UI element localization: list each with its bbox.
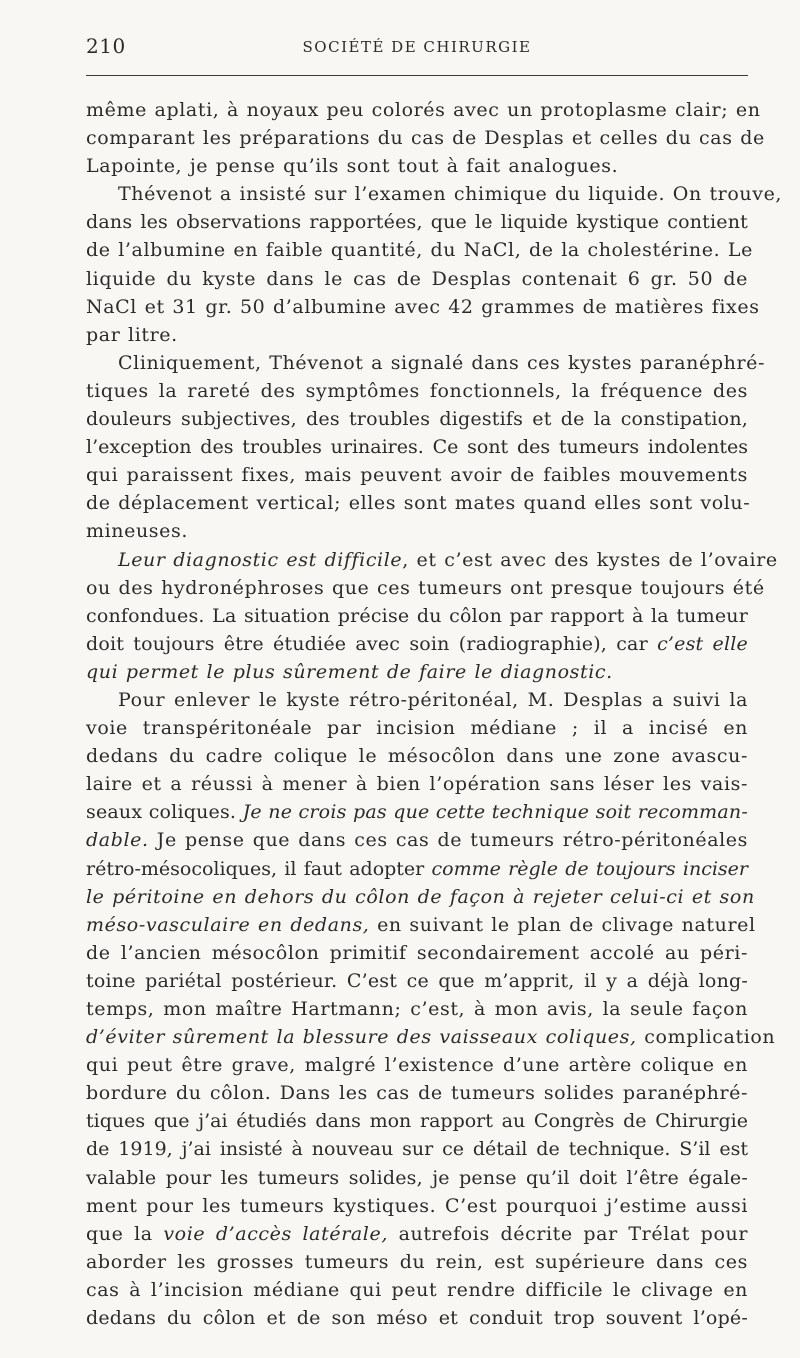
- italic-phrase: c’est elle: [657, 632, 748, 655]
- text-line: douleurs subjectives, des troubles digestifs et de la constipation,: [86, 408, 748, 431]
- text-line: aborder les grosses tumeurs du rein, est supérieure dans ces: [86, 1250, 748, 1273]
- text-line: confondues. La situation précise du côlon par rapport à la tumeur: [86, 604, 748, 627]
- text-line: Cliniquement, Thévenot a signalé dans ces kystes paranéphré-: [118, 351, 766, 374]
- text-line: de 1919, j’ai insisté à nouveau sur ce détail de technique. S’il est: [86, 1138, 748, 1161]
- text-line: tiques que j’ai étudiés dans mon rapport au Congrès de Chirurgie: [86, 1110, 748, 1133]
- text-line: [86, 546, 778, 574]
- body-text: [86, 96, 783, 1332]
- text-segment: autrefois décrite par Trélat pour: [387, 1222, 749, 1245]
- text-line: même aplati, à noyaux peu colorés avec un protoplasme clair; en: [86, 99, 761, 121]
- italic-phrase: méso-vasculaire en dedans,: [86, 913, 370, 936]
- text-line: ment pour les tumeurs kystiques. C’est pourquoi j’estime aussi: [86, 1194, 748, 1217]
- header-rule: [86, 75, 748, 76]
- italic-phrase: Je ne crois pas que cette technique soit recomman-: [242, 801, 748, 824]
- text-line: bordure du côlon. Dans les cas de tumeurs solides paranéphré-: [86, 1082, 748, 1105]
- italic-phrase: le péritoine en dehors du côlon de façon à rejeter celui-ci et son: [86, 885, 755, 908]
- text-line: ou des hydronéphroses que ces tumeurs ont presque toujours été: [86, 576, 765, 599]
- text-line: qui paraissent fixes, mais peuvent avoir de faibles mouvements: [86, 464, 748, 487]
- text-line: dans les observations rapportées, que le liquide kystique contient: [86, 211, 748, 234]
- text-line: liquide du kyste dans le cas de Desplas contenait 6 gr. 50 de: [86, 267, 748, 290]
- text-segment: doit toujours être étudiée avec soin (radiographie), car: [86, 632, 658, 655]
- text-line: valable pour les tumeurs solides, je pense qu’il doit l’être égale-: [86, 1166, 748, 1189]
- text-segment: en suivant le plan de clivage naturel: [369, 913, 756, 936]
- text-line: temps, mon maître Hartmann; c’est, à mon avis, la seule façon: [86, 998, 748, 1020]
- text-line: [86, 826, 748, 854]
- text-line: [86, 883, 755, 911]
- text-line: [86, 855, 748, 883]
- text-line: toine pariétal postérieur. C’est ce que m’apprit, il y a déjà long-: [86, 969, 748, 992]
- text-line: tiques la rareté des symptômes fonctionnels, la fréquence des: [86, 379, 748, 402]
- italic-phrase: voie d’accès latérale,: [163, 1222, 388, 1245]
- text-segment: complication: [636, 1026, 776, 1049]
- text-line: qui peut être grave, malgré l’existence d’une artère colique en: [86, 1054, 748, 1077]
- italic-phrase: Leur diagnostic est difficile: [118, 548, 403, 571]
- text-line: NaCl et 31 gr. 50 d’albumine avec 42 grammes de matières fixes: [86, 295, 760, 318]
- text-line: Thévenot a insisté sur l’examen chimique du liquide. On trouve,: [118, 183, 783, 206]
- italic-phrase: qui permet le plus sûrement de faire le diagnostic.: [86, 660, 613, 683]
- text-line: [86, 911, 756, 939]
- text-line: par litre.: [86, 323, 178, 346]
- text-line: [86, 1023, 776, 1051]
- running-head: [86, 34, 748, 60]
- text-line: mineuses.: [86, 520, 188, 543]
- text-segment: rétro-mésocoliques, il faut adopter: [86, 857, 432, 880]
- text-line: [86, 1220, 748, 1248]
- text-segment: que la: [86, 1222, 164, 1245]
- text-line: dedans du cadre colique le mésocôlon dans une zone avascu-: [86, 745, 748, 768]
- text-line: Lapointe, je pense qu’ils sont tout à fait analogues.: [86, 155, 619, 178]
- text-line: Pour enlever le kyste rétro-péritonéal, M. Desplas a suivi la: [118, 688, 748, 711]
- text-segment: Je pense que dans ces cas de tumeurs rétro-péritonéales: [148, 829, 748, 852]
- text-line: comparant les préparations du cas de Desplas et celles du cas de: [86, 127, 765, 150]
- italic-phrase: dable.: [86, 829, 149, 852]
- text-line: de l’albumine en faible quantité, du NaCl, de la cholestérine. Le: [86, 239, 753, 262]
- text-line: [86, 798, 748, 826]
- text-line: de l’ancien mésocôlon primitif secondairement accolé au péri-: [86, 941, 748, 964]
- text-line: l’exception des troubles urinaires. Ce sont des tumeurs indolentes: [86, 436, 748, 459]
- text-segment: , et c’est avec des kystes de l’ovaire: [402, 548, 778, 571]
- text-line: [86, 658, 748, 686]
- text-segment: seaux coliques.: [86, 801, 243, 824]
- page-number: 210: [86, 34, 126, 58]
- italic-phrase: comme règle de toujours inciser: [431, 857, 748, 880]
- text-line: [86, 630, 748, 658]
- italic-phrase: d’éviter sûrement la blessure des vaisseaux coliques,: [86, 1026, 637, 1049]
- text-line: voie transpéritonéale par incision médiane ; il a incisé en: [86, 717, 748, 740]
- running-head-title: SOCIÉTÉ DE CHIRURGIE: [302, 38, 532, 56]
- text-line: cas à l’incision médiane qui peut rendre difficile le clivage en: [86, 1278, 748, 1301]
- text-line: laire et a réussi à mener à bien l’opération sans léser les vais-: [86, 773, 748, 796]
- text-line: de déplacement vertical; elles sont mates quand elles sont volu-: [86, 492, 751, 515]
- text-line: dedans du côlon et de son méso et conduit trop souvent l’opé-: [86, 1307, 748, 1330]
